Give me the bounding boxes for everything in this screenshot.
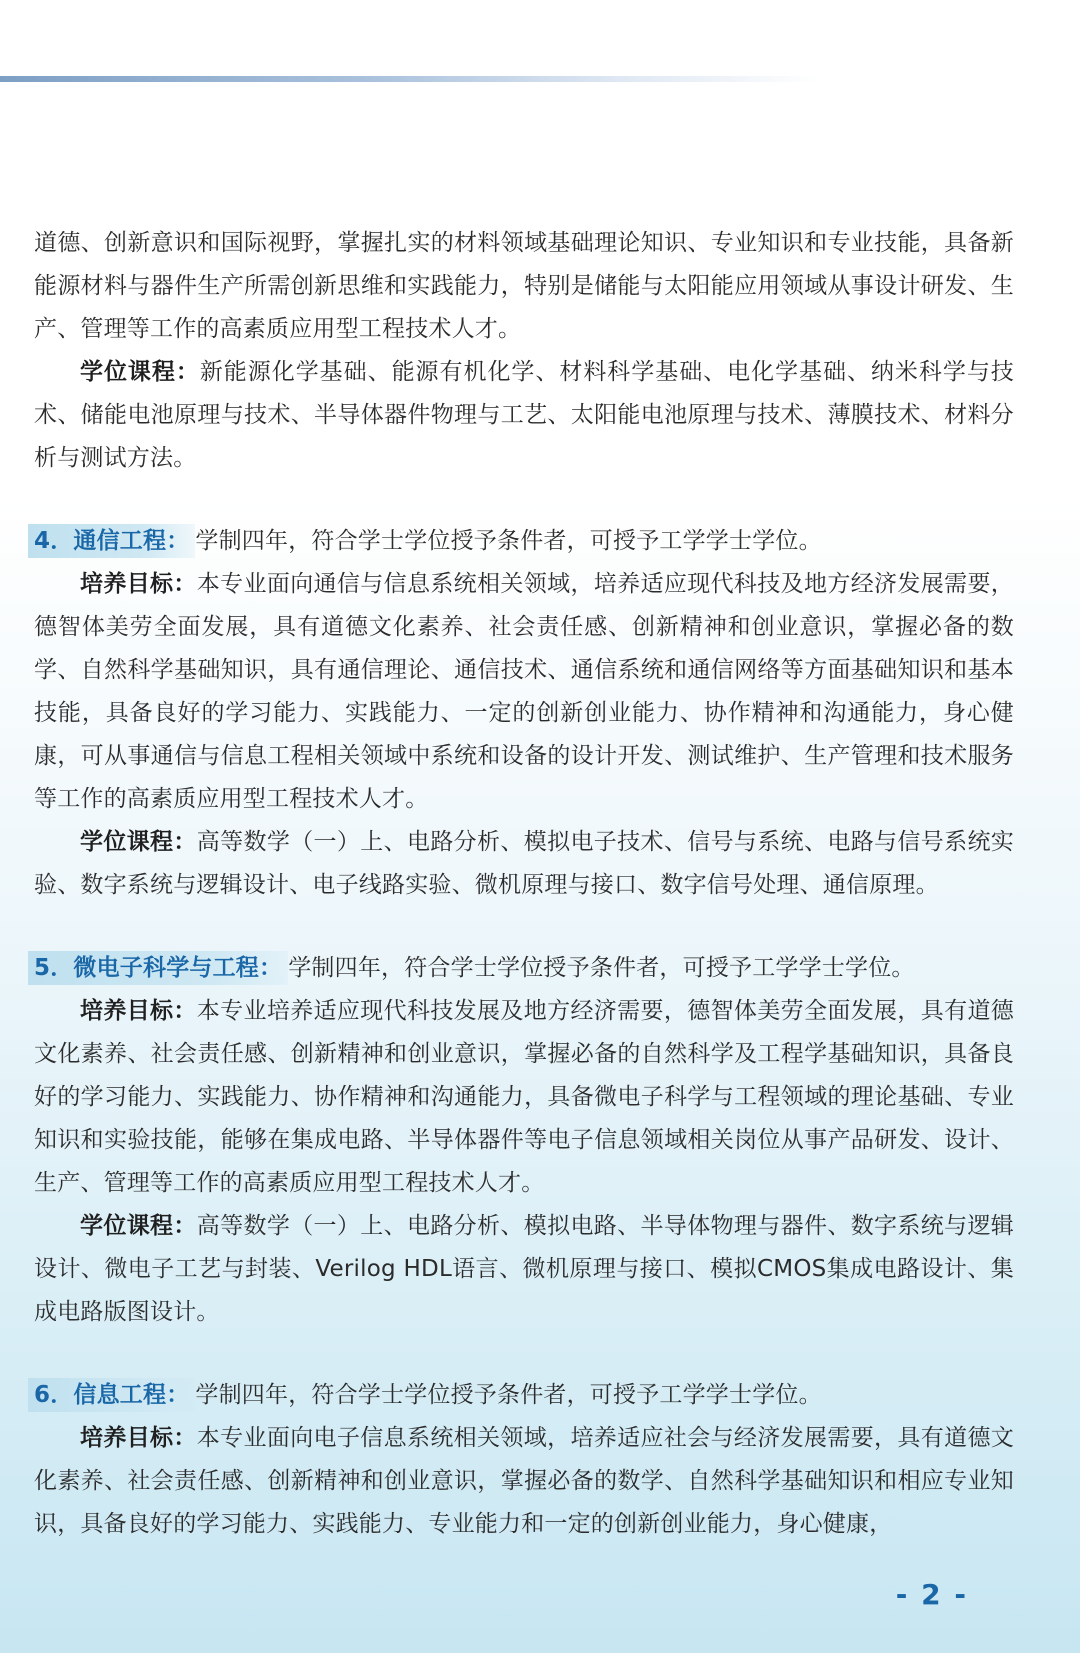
page-number: - 2 - [895,1578,968,1611]
major-heading: 5．微电子科学与工程： [28,951,288,985]
course-label: 学位课程： [80,359,200,385]
goal-label: 培养目标： [80,998,197,1024]
major-6-header [34,1374,1014,1417]
major-6-goal [34,1417,1014,1546]
major-4-goal [34,563,1014,821]
intro-courses [34,351,1014,480]
major-5-header [34,947,1014,990]
course-text: 新能源化学基础、能源有机化学、材料科学基础、电化学基础、纳米科学与技术、储能电池原理与技术、半导体器件物理与工艺、太阳能电池原理与技术、薄膜技术、材料分析与测试方法。 [34,359,1014,471]
goal-text: 本专业面向电子信息系统相关领域，培养适应社会与经济发展需要，具有道德文化素养、社会责任感、创新精神和创业意识，掌握必备的数学、自然科学基础知识和相应专业知识，具备良好的学习能力、实践能力、专业能力和一定的创新创业能力，身心健康， [34,1425,1015,1537]
course-label: 学位课程： [80,1213,197,1239]
major-5-courses [34,1205,1014,1334]
major-summary: 学制四年，符合学士学位授予条件者，可授予工学学士学位。 [288,955,915,981]
goal-text: 本专业面向通信与信息系统相关领域，培养适应现代科技及地方经济发展需要，德智体美劳全面发展，具有道德文化素养、社会责任感、创新精神和创业意识，掌握必备的数学、自然科学基础知识，具有通信理论、通信技术、通信系统和通信网络等方面基础知识和基本技能，具备良好的学习能力、实践能力、一定的创新创业能力、协作精神和沟通能力，身心健康，可从事通信与信息工程相关领域中系统和设备的设计开发、测试维护、生产管理和技术服务等工作的高素质应用型工程技术人才。 [34,571,1015,812]
goal-label: 培养目标： [80,1425,197,1451]
intro-paragraph: 道德、创新意识和国际视野，掌握扎实的材料领域基础理论知识、专业知识和专业技能，具备新能源材料与器件生产所需创新思维和实践能力，特别是储能与太阳能应用领域从事设计研发、生产、管理等工作的高素质应用型工程技术人才。 [34,230,1014,342]
major-5-goal [34,990,1014,1205]
major-summary: 学制四年，符合学士学位授予条件者，可授予工学学士学位。 [195,528,822,554]
document-body [34,222,1014,1546]
major-summary: 学制四年，符合学士学位授予条件者，可授予工学学士学位。 [195,1382,822,1408]
course-label: 学位课程： [80,829,197,855]
major-4-header [34,520,1014,563]
goal-text: 本专业培养适应现代科技发展及地方经济需要，德智体美劳全面发展，具有道德文化素养、社会责任感、创新精神和创业意识，掌握必备的自然科学及工程学基础知识，具备良好的学习能力、实践能力、协作精神和沟通能力，具备微电子科学与工程领域的理论基础、专业知识和实验技能，能够在集成电路、半导体器件等电子信息领域相关岗位从事产品研发、设计、生产、管理等工作的高素质应用型工程技术人才。 [34,998,1015,1196]
course-text: 高等数学（一）上、电路分析、模拟电子技术、信号与系统、电路与信号系统实验、数字系统与逻辑设计、电子线路实验、微机原理与接口、数字信号处理、通信原理。 [34,829,1015,898]
major-4-courses [34,821,1014,907]
goal-label: 培养目标： [80,571,197,597]
header-divider [0,76,820,82]
course-text: 高等数学（一）上、电路分析、模拟电路、半导体物理与器件、数字系统与逻辑设计、微电子工艺与封装、Verilog HDL语言、微机原理与接口、模拟CMOS集成电路设计、集成电路版图设计。 [34,1213,1015,1325]
major-heading: 6．信息工程： [28,1378,195,1412]
major-heading: 4．通信工程： [28,524,195,558]
